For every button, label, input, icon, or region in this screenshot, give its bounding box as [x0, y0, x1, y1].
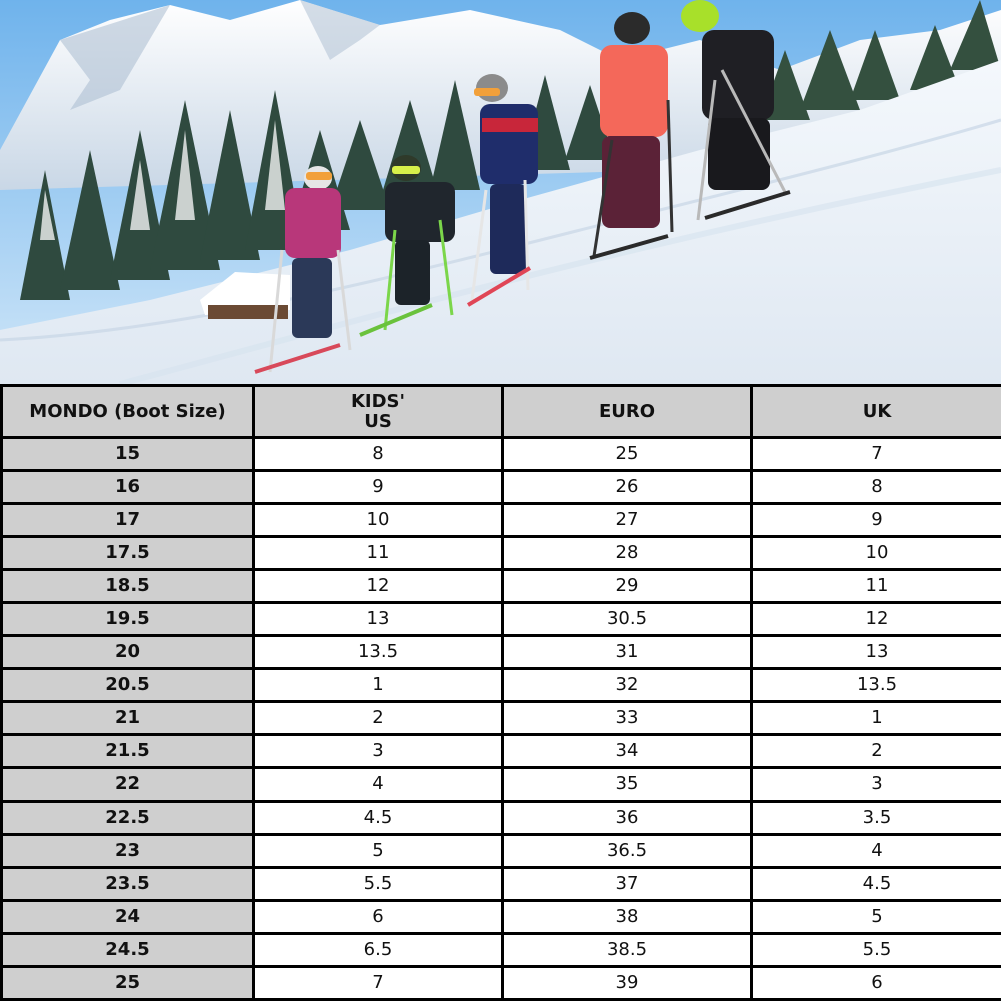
table-row [2, 504, 1001, 537]
table-row [2, 966, 1001, 999]
mondo-cell: 20 [2, 636, 254, 669]
euro-cell: 26 [503, 471, 752, 504]
header-uk: UK [752, 386, 1001, 438]
uk-cell: 6 [752, 966, 1001, 999]
uk-cell: 1 [752, 702, 1001, 735]
mondo-cell: 25 [2, 966, 254, 999]
mondo-cell: 23 [2, 834, 254, 867]
mondo-cell: 15 [2, 438, 254, 471]
euro-cell: 36.5 [503, 834, 752, 867]
euro-cell: 39 [503, 966, 752, 999]
euro-cell: 35 [503, 768, 752, 801]
uk-cell: 10 [752, 537, 1001, 570]
kids-us-cell: 8 [254, 438, 503, 471]
euro-cell: 38 [503, 900, 752, 933]
ski-scene-illustration [0, 0, 1001, 384]
table-row [2, 768, 1001, 801]
uk-cell: 2 [752, 735, 1001, 768]
uk-cell: 3.5 [752, 801, 1001, 834]
table-header-row [2, 386, 1001, 438]
mondo-cell: 16 [2, 471, 254, 504]
kids-us-cell: 10 [254, 504, 503, 537]
uk-cell: 3 [752, 768, 1001, 801]
table-row [2, 933, 1001, 966]
kids-us-cell: 1 [254, 669, 503, 702]
kids-us-cell: 5 [254, 834, 503, 867]
euro-cell: 25 [503, 438, 752, 471]
mondo-cell: 22 [2, 768, 254, 801]
kids-us-cell: 3 [254, 735, 503, 768]
table-row [2, 735, 1001, 768]
uk-cell: 12 [752, 603, 1001, 636]
kids-us-cell: 7 [254, 966, 503, 999]
uk-cell: 13 [752, 636, 1001, 669]
euro-cell: 28 [503, 537, 752, 570]
header-euro: EURO [503, 386, 752, 438]
uk-cell: 8 [752, 471, 1001, 504]
uk-cell: 7 [752, 438, 1001, 471]
kids-us-cell: 6 [254, 900, 503, 933]
kids-us-cell: 11 [254, 537, 503, 570]
table-row [2, 669, 1001, 702]
kids-us-cell: 13.5 [254, 636, 503, 669]
mondo-cell: 21 [2, 702, 254, 735]
table-body [2, 438, 1001, 1000]
euro-cell: 29 [503, 570, 752, 603]
uk-cell: 4 [752, 834, 1001, 867]
kids-us-cell: 13 [254, 603, 503, 636]
euro-cell: 34 [503, 735, 752, 768]
uk-cell: 13.5 [752, 669, 1001, 702]
table-row [2, 570, 1001, 603]
euro-cell: 31 [503, 636, 752, 669]
header-kids-us [254, 386, 503, 438]
boot-size-chart [0, 384, 1001, 1001]
uk-cell: 11 [752, 570, 1001, 603]
euro-cell: 33 [503, 702, 752, 735]
euro-cell: 27 [503, 504, 752, 537]
table-row [2, 834, 1001, 867]
euro-cell: 30.5 [503, 603, 752, 636]
kids-us-cell: 6.5 [254, 933, 503, 966]
table-row [2, 636, 1001, 669]
size-conversion-table [0, 384, 1001, 1001]
uk-cell: 5 [752, 900, 1001, 933]
uk-cell: 5.5 [752, 933, 1001, 966]
mondo-cell: 24.5 [2, 933, 254, 966]
header-kids-us-line-1: KIDS' [350, 390, 406, 412]
mondo-cell: 17 [2, 504, 254, 537]
uk-cell: 4.5 [752, 867, 1001, 900]
mondo-cell: 22.5 [2, 801, 254, 834]
mondo-cell: 24 [2, 900, 254, 933]
kids-us-cell: 4.5 [254, 801, 503, 834]
euro-cell: 37 [503, 867, 752, 900]
table-row [2, 471, 1001, 504]
euro-cell: 36 [503, 801, 752, 834]
mondo-cell: 18.5 [2, 570, 254, 603]
kids-us-cell: 9 [254, 471, 503, 504]
table-row [2, 702, 1001, 735]
kids-us-cell: 5.5 [254, 867, 503, 900]
uk-cell: 9 [752, 504, 1001, 537]
header-mondo: MONDO (Boot Size) [2, 386, 254, 438]
table-row [2, 867, 1001, 900]
mondo-cell: 23.5 [2, 867, 254, 900]
table-row [2, 438, 1001, 471]
table-row [2, 801, 1001, 834]
euro-cell: 38.5 [503, 933, 752, 966]
mondo-cell: 17.5 [2, 537, 254, 570]
kids-us-cell: 4 [254, 768, 503, 801]
table-row [2, 537, 1001, 570]
kids-us-cell: 2 [254, 702, 503, 735]
kids-us-cell: 12 [254, 570, 503, 603]
hero-photo-kids-skiing [0, 0, 1001, 384]
table-row [2, 900, 1001, 933]
mondo-cell: 20.5 [2, 669, 254, 702]
table-row [2, 603, 1001, 636]
mondo-cell: 21.5 [2, 735, 254, 768]
header-kids-us-line-2: US [364, 410, 392, 432]
euro-cell: 32 [503, 669, 752, 702]
mondo-cell: 19.5 [2, 603, 254, 636]
